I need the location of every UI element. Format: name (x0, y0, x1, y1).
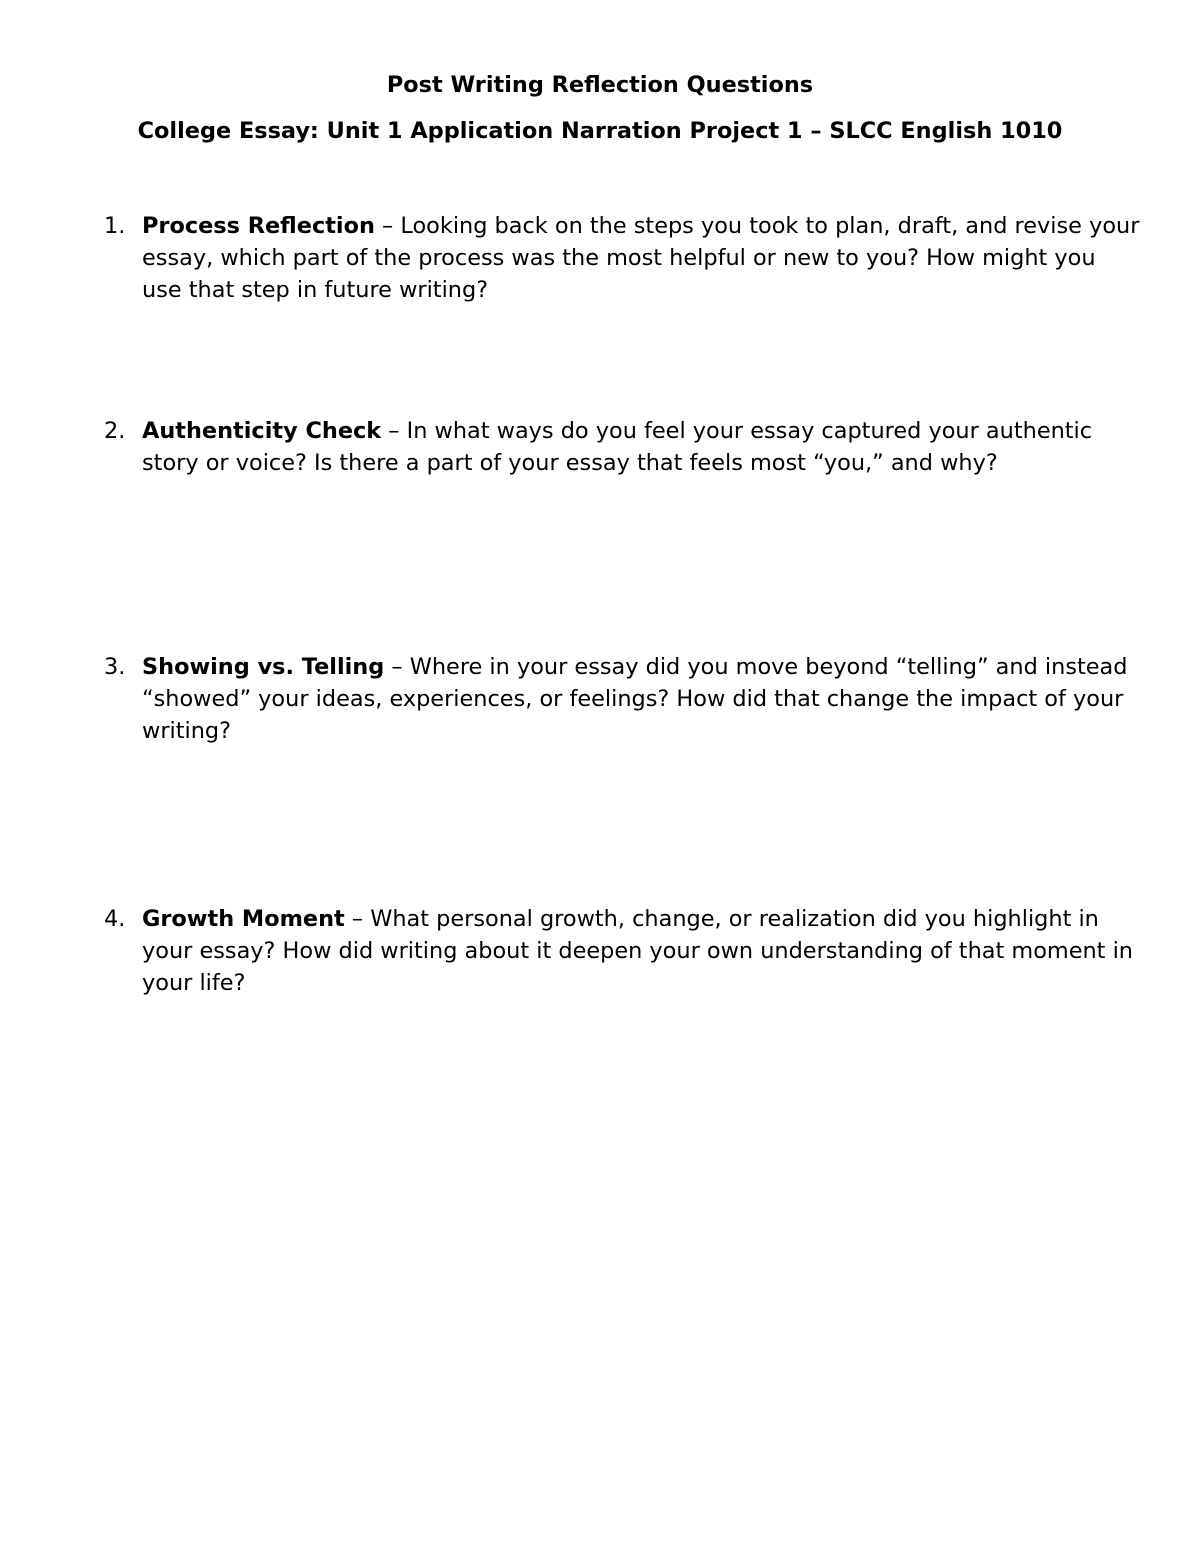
question-body (142, 903, 1142, 999)
question-text: – What personal growth, change, or realization did you highlight in your essay? How did writing about it deepen your own understanding of that moment in your life? (142, 906, 1133, 996)
document-title: Post Writing Reflection Questions (386, 72, 814, 98)
question-number: 4. (104, 906, 126, 932)
question-text: – Where in your essay did you move beyond “telling” and instead “showed” your ideas, experiences, or feelings? How did that change the impact of your writing? (142, 654, 1128, 744)
question-heading: Showing vs. Telling (142, 654, 385, 680)
question-number: 3. (104, 654, 126, 680)
question-text: – In what ways do you feel your essay captured your authentic story or voice? Is there a part of your essay that feels most “you,” and why? (142, 418, 1093, 476)
question-number: 2. (104, 418, 126, 444)
document-subtitle: College Essay: Unit 1 Application Narration Project 1 – SLCC English 1010 (137, 118, 1063, 144)
question-heading: Process Reflection (142, 213, 375, 239)
question-body (142, 415, 1142, 479)
question-number: 1. (104, 213, 126, 239)
question-body (142, 651, 1142, 747)
question-text: – Looking back on the steps you took to plan, draft, and revise your essay, which part of the process was the most helpful or new to you? How might you use that step in future writing? (142, 213, 1140, 303)
question-heading: Authenticity Check (142, 418, 382, 444)
question-body (142, 210, 1142, 306)
question-heading: Growth Moment (142, 906, 345, 932)
